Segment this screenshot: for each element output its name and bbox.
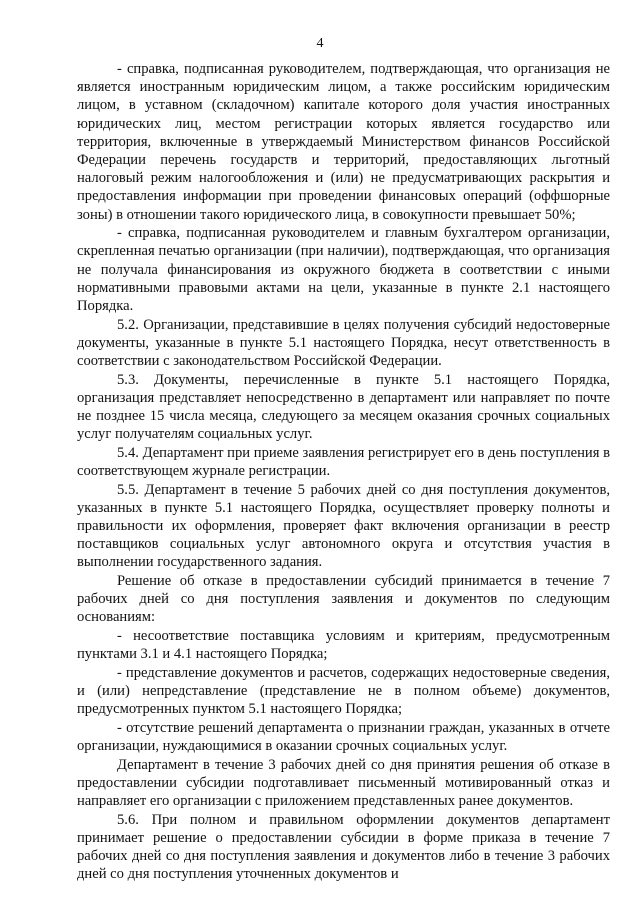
paragraph-refusal-notice: Департамент в течение 3 рабочих дней со дня принятия решения об отказе в предоставлении субсидии подготавливает письменный мотивированный отказ и направляет его организации с приложением представленных ранее документов. [77, 756, 610, 810]
paragraph-refusal-ground-3: - отсутствие решений департамента о признании граждан, указанных в отчете организации, нуждающимися в оказании срочных социальных услуг. [77, 719, 610, 755]
paragraph-certificate-no-funding: - справка, подписанная руководителем и главным бухгалтером организации, скрепленная печатью организации (при наличии), подтверждающая, что организация не получала финансирования из окружного бюджета в соответствии с иными нормативными правовыми актами на цели, указанные в пункте 2.1 настоящего Порядка. [77, 225, 610, 315]
paragraph-certificate-foreign-status: - справка, подписанная руководителем, подтверждающая, что организация не является иностранным юридическим лицом, а также российским юридическим лицом, в уставном (складочном) капитале которого доля участия иностранных юридических лиц, местом регистрации которых является государство или территория, включенные в утверждаемый Министерством финансов Российской Федерации перечень государств и территорий, предоставляющих льготный налоговый режим налогообложения и (или) не предусматривающих раскрытия и предоставления информации при проведении финансовых операций (оффшорные зоны) в отношении такого юридического лица, в совокупности превышает 50%; [77, 61, 610, 223]
paragraph-5-5: 5.5. Департамент в течение 5 рабочих дней со дня поступления документов, указанных в пункте 5.1 настоящего Порядка, осуществляет проверку полноты и правильности их оформления, проверяет факт включения организации в реестр поставщиков социальных услуг автономного округа и отсутствия участия в выполнении государственного задания. [77, 481, 610, 571]
paragraph-refusal-ground-1: - несоответствие поставщика условиям и критериям, предусмотренным пунктами 3.1 и 4.1 настоящего Порядка; [77, 628, 610, 663]
paragraph-5-2: 5.2. Организации, представившие в целях получения субсидий недостоверные документы, указанные в пункте 5.1 настоящего Порядка, несут ответственность в соответствии с законодательством Российской Федерации. [77, 316, 610, 370]
paragraph-5-3: 5.3. Документы, перечисленные в пункте 5.1 настоящего Порядка, организация представляет непосредственно в департамент или направляет по почте не позднее 15 числа месяца, следующего за месяцем оказания срочных социальных услуг получателям социальных услуг. [77, 371, 610, 443]
paragraph-5-4: 5.4. Департамент при приеме заявления регистрирует его в день поступления в соответствующем журнале регистрации. [77, 444, 610, 480]
document-body [77, 60, 610, 883]
paragraph-refusal-decision: Решение об отказе в предоставлении субсидий принимается в течение 7 рабочих дней со дня поступления заявления и документов по следующим основаниям: [77, 573, 610, 626]
page-number: 4 [316, 36, 324, 51]
paragraph-5-6: 5.6. При полном и правильном оформлении документов департамент принимает решение о предоставлении субсидии в форме приказа в течение 7 рабочих дней со дня поступления заявления и документов либо в течение 3 рабочих дней со дня поступления уточненных документов и [77, 811, 610, 883]
paragraph-refusal-ground-2: - представление документов и расчетов, содержащих недостоверные сведения, и (или) непредставление (представление не в полном объеме) документов, предусмотренных пунктом 5.1 настоящего Порядка; [77, 664, 610, 718]
